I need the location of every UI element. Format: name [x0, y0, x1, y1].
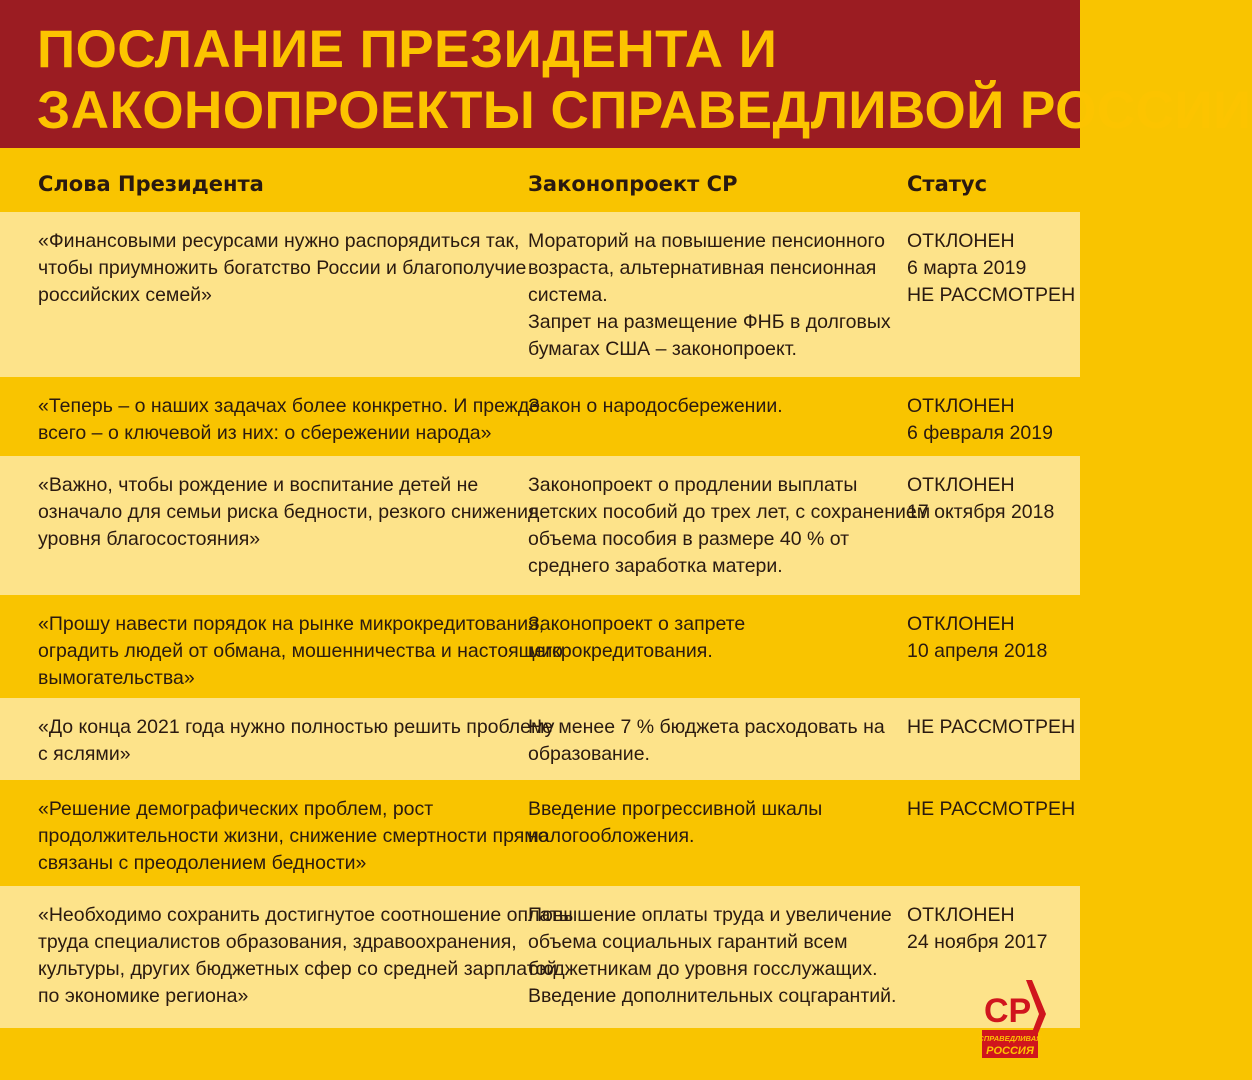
bill-description-line: микрокредитования. — [528, 640, 713, 662]
bill-description-line: Мораторий на повышение пенсионного — [528, 230, 885, 252]
bill-description-line: система. — [528, 284, 608, 306]
bill-description-line: среднего заработка матери. — [528, 555, 783, 577]
status-text-line: ОТКЛОНЕН — [907, 474, 1015, 496]
title-line-1: ПОСЛАНИЕ ПРЕЗИДЕНТА И — [37, 20, 778, 79]
status-text — [907, 902, 1077, 956]
bill-description-line: бюджетникам до уровня госслужащих. — [528, 958, 878, 980]
logo-abbr: СР — [984, 992, 1032, 1030]
table-row — [0, 212, 1080, 377]
president-quote-line: с яслями» — [38, 743, 131, 765]
bill-description-line: Запрет на размещение ФНБ в долговых — [528, 311, 891, 333]
president-quote — [38, 796, 549, 877]
president-quote-line: связаны с преодолением бедности» — [38, 852, 367, 874]
bill-description-line: Введение прогрессивной шкалы — [528, 798, 823, 820]
status-text — [907, 796, 1077, 823]
status-text — [907, 393, 1077, 447]
bill-description-line: образование. — [528, 743, 650, 765]
bill-description-line: Не менее 7 % бюджета расходовать на — [528, 716, 885, 738]
table-row — [0, 456, 1080, 595]
president-quote — [38, 472, 539, 553]
president-quote — [38, 393, 541, 447]
bill-description — [528, 228, 891, 363]
status-text-line: ОТКЛОНЕН — [907, 395, 1015, 417]
president-quote-line: оградить людей от обмана, мошенничества и настоящего — [38, 640, 563, 662]
table-row — [0, 780, 1080, 886]
president-quote-line: чтобы приумножить богатство России и благополучие — [38, 257, 527, 279]
logo-line-1: СПРАВЕДЛИВАЯ — [978, 1034, 1042, 1043]
president-quote — [38, 902, 573, 1010]
president-quote-line: «Важно, чтобы рождение и воспитание детей не — [38, 474, 479, 496]
bill-description-line: Повышение оплаты труда и увеличение — [528, 904, 892, 926]
bill-description-line: детских пособий до трех лет, с сохранением — [528, 501, 931, 523]
bill-description — [528, 902, 897, 1010]
title-line-2: ЗАКОНОПРОЕКТЫ СПРАВЕДЛИВОЙ РОССИИ — [37, 81, 1252, 140]
bill-description — [528, 472, 931, 580]
table-header — [0, 148, 1080, 212]
bill-description-line: налогообложения. — [528, 825, 695, 847]
column-header-status: Статус — [907, 172, 988, 196]
president-quote-line: по экономике региона» — [38, 985, 249, 1007]
bill-description-line: Закон о народосбережении. — [528, 395, 783, 417]
status-text — [907, 228, 1077, 309]
bill-description-line: возраста, альтернативная пенсионная — [528, 257, 877, 279]
title-banner — [0, 0, 1252, 148]
bill-description-line: Законопроект о продлении выплаты — [528, 474, 858, 496]
president-quote-line: культуры, других бюджетных сфер со средней зарплатой — [38, 958, 558, 980]
status-text-line: 24 ноября 2017 — [907, 931, 1048, 953]
president-quote-line: уровня благосостояния» — [38, 528, 261, 550]
table-row — [0, 886, 1080, 1028]
bill-description-line: Законопроект о запрете — [528, 613, 746, 635]
status-text-line: НЕ РАССМОТРЕН — [907, 798, 1076, 820]
status-text-line: 6 февраля 2019 — [907, 422, 1053, 444]
status-text-line: 17 октября 2018 — [907, 501, 1055, 523]
status-text-line: ОТКЛОНЕН — [907, 904, 1015, 926]
column-header-bill: Законопроект СР — [528, 172, 738, 196]
president-quote-line: «Прошу навести порядок на рынке микрокредитования, — [38, 613, 545, 635]
president-quote-line: «Теперь – о наших задачах более конкретно. И прежде — [38, 395, 541, 417]
bill-description — [528, 611, 888, 665]
status-text — [907, 714, 1077, 741]
president-quote — [38, 228, 527, 309]
status-text-line: 6 марта 2019 — [907, 257, 1027, 279]
president-quote-line: российских семей» — [38, 284, 212, 306]
bill-description-line: бумагах США – законопроект. — [528, 338, 797, 360]
status-text-line: НЕ РАССМОТРЕН — [907, 716, 1076, 738]
bill-description-line: объема пособия в размере 40 % от — [528, 528, 850, 550]
president-quote-line: «Решение демографических проблем, рост — [38, 798, 434, 820]
president-quote-line: «До конца 2021 года нужно полностью решить проблему — [38, 716, 555, 738]
table-row — [0, 377, 1080, 456]
status-text-line: НЕ РАССМОТРЕН — [907, 284, 1076, 306]
president-quote-line: всего – о ключевой из них: о сбережении народа» — [38, 422, 492, 444]
table-row — [0, 595, 1080, 698]
table-row — [0, 698, 1080, 780]
president-quote-line: продолжительности жизни, снижение смертности прямо — [38, 825, 549, 847]
status-text-line: ОТКЛОНЕН — [907, 230, 1015, 252]
president-quote-line: вымогательства» — [38, 667, 195, 689]
bill-description — [528, 796, 888, 850]
status-text-line: 10 апреля 2018 — [907, 640, 1048, 662]
column-header-president: Слова Президента — [38, 172, 264, 196]
president-quote — [38, 611, 563, 692]
bill-description-line: объема социальных гарантий всем — [528, 931, 848, 953]
bill-description — [528, 714, 888, 768]
president-quote — [38, 714, 555, 768]
president-quote-line: означало для семьи риска бедности, резкого снижения — [38, 501, 539, 523]
bill-description-line: Введение дополнительных соцгарантий. — [528, 985, 897, 1007]
status-text-line: ОТКЛОНЕН — [907, 613, 1015, 635]
bill-description — [528, 393, 888, 420]
president-quote-line: «Необходимо сохранить достигнутое соотношение оплаты — [38, 904, 573, 926]
status-text — [907, 472, 1077, 526]
status-text — [907, 611, 1077, 665]
logo-line-2: РОССИЯ — [986, 1045, 1034, 1057]
president-quote-line: труда специалистов образования, здравоохранения, — [38, 931, 517, 953]
president-quote-line: «Финансовыми ресурсами нужно распорядиться так, — [38, 230, 520, 252]
party-logo — [978, 978, 1048, 1060]
